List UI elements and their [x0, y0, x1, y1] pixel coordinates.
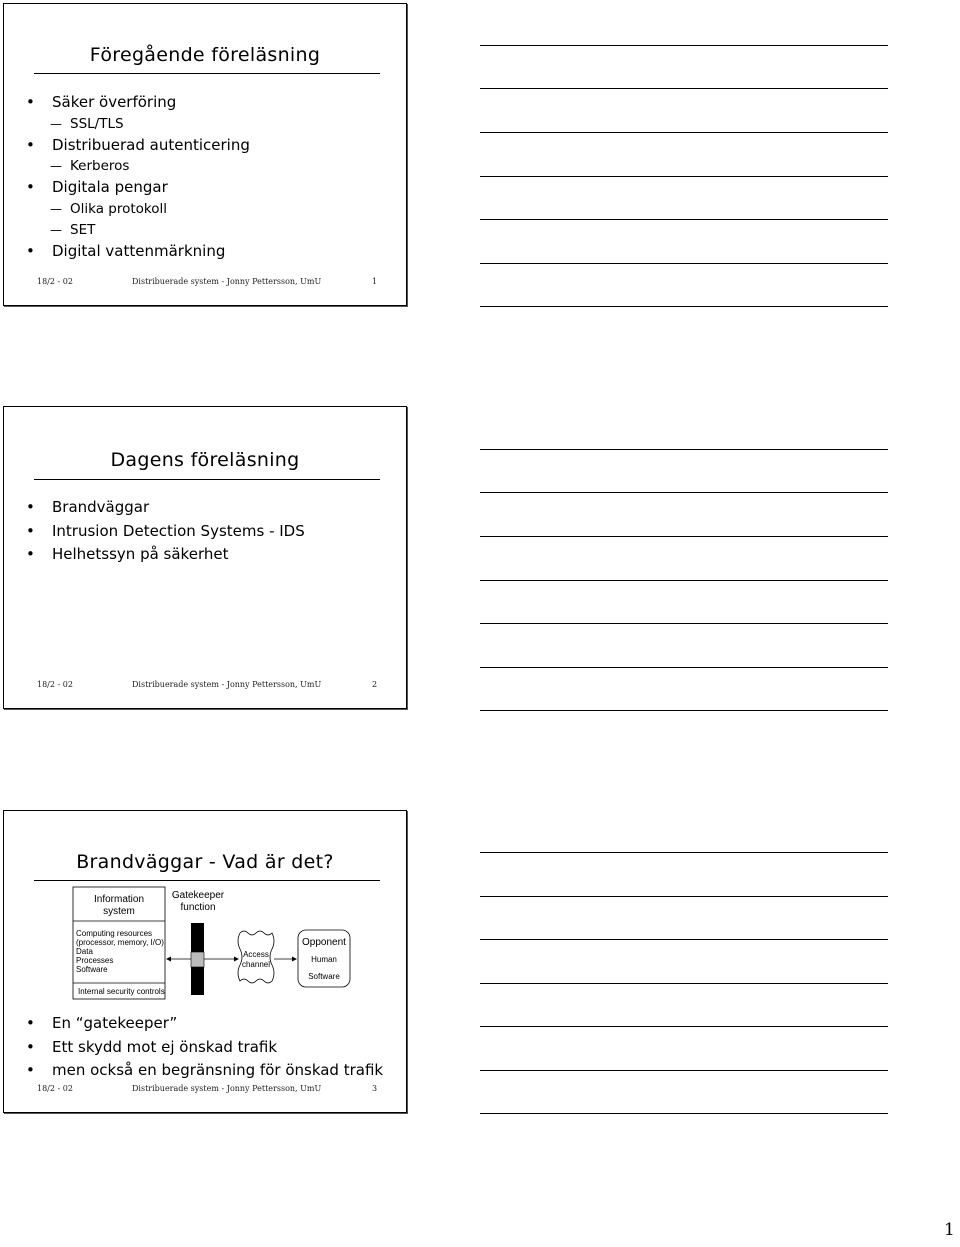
notes-line [480, 1113, 888, 1114]
notes-line [480, 219, 888, 220]
access-channel-label-2: channel [241, 960, 271, 969]
bullet-list [26, 92, 250, 262]
notes-line [480, 45, 888, 46]
bullet-item: • En “gatekeeper” [26, 1013, 383, 1035]
notes-line [480, 1026, 888, 1027]
notes-line [480, 667, 888, 668]
resource-line: (processor, memory, I/O) [76, 938, 164, 947]
info-system-title-1: Information [93, 894, 145, 905]
bullet-item: • Digitala pengar [26, 177, 250, 199]
footer-slide-number: 2 [372, 680, 378, 689]
opponent-software: Software [308, 972, 340, 981]
access-channel-label-1: Access [243, 950, 269, 959]
resource-line: Software [76, 965, 108, 974]
bullet-list [26, 1013, 383, 1082]
notes-line [480, 132, 888, 133]
title-rule [34, 479, 380, 480]
bullet-item: • men också en begränsning för önskad trafik [26, 1060, 383, 1082]
notes-line [480, 852, 888, 853]
footer-date: 18/2 - 02 [37, 1084, 73, 1093]
notes-line [480, 492, 888, 493]
slide-3 [3, 810, 407, 1113]
bullet-item: • Digital vattenmärkning [26, 241, 250, 263]
title-rule [34, 73, 380, 74]
sub-bullet-item: — SSL/TLS [26, 114, 250, 135]
notes-line [480, 176, 888, 177]
notes-line [480, 623, 888, 624]
footer-date: 18/2 - 02 [37, 680, 73, 689]
resource-line: Computing resources [76, 929, 153, 938]
arrow-head-right [234, 957, 239, 962]
sub-bullet-item: — Olika protokoll [26, 199, 250, 220]
notes-line [480, 88, 888, 89]
resource-line: Processes [76, 956, 114, 965]
footer-slide-number: 3 [372, 1084, 378, 1093]
notes-line [480, 896, 888, 897]
gatekeeper-label-1: Gatekeeper [171, 890, 225, 901]
notes-line [480, 1070, 888, 1071]
gatekeeper-label-2: function [180, 902, 216, 913]
slide-footer [4, 277, 406, 291]
sub-bullet-item: — SET [26, 220, 250, 241]
opponent-label: Opponent [302, 937, 346, 948]
slide-2 [3, 406, 407, 709]
notes-line [480, 306, 888, 307]
slide-title: Brandväggar - Vad är det? [76, 851, 334, 873]
slide-title: Dagens föreläsning [110, 449, 300, 471]
bullet-item: • Säker överföring [26, 92, 250, 114]
bullet-list [26, 497, 305, 566]
bullet-item: • Ett skydd mot ej önskad trafik [26, 1037, 383, 1059]
footer-date: 18/2 - 02 [37, 277, 73, 286]
notes-line [480, 983, 888, 984]
notes-line [480, 939, 888, 940]
page-number: 1 [944, 1220, 955, 1240]
footer-author: Distribuerade system - Jonny Pettersson, UmU [132, 680, 322, 689]
slide-1 [3, 3, 407, 306]
footer-slide-number: 1 [372, 277, 378, 286]
arrow-head-left [166, 957, 171, 962]
notes-line [480, 449, 888, 450]
notes-line [480, 710, 888, 711]
slide-footer [4, 680, 406, 694]
footer-author: Distribuerade system - Jonny Pettersson, UmU [132, 277, 322, 286]
bullet-item: • Helhetssyn på säkerhet [26, 544, 305, 566]
bullet-item: • Intrusion Detection Systems - IDS [26, 521, 305, 543]
info-system-title-2: system [103, 906, 135, 917]
bullet-item: • Distribuerad autenticering [26, 135, 250, 157]
gatekeeper-gap [191, 952, 204, 967]
resource-line: Data [76, 947, 93, 956]
notes-line [480, 536, 888, 537]
slide-footer [4, 1084, 406, 1098]
opponent-human: Human [311, 955, 337, 964]
notes-line [480, 580, 888, 581]
footer-author: Distribuerade system - Jonny Pettersson, UmU [132, 1084, 322, 1093]
sub-bullet-item: — Kerberos [26, 156, 250, 177]
slide-title: Föregående föreläsning [89, 44, 321, 66]
bullet-item: • Brandväggar [26, 497, 305, 519]
notes-line [480, 263, 888, 264]
internal-security-controls: Internal security controls [78, 987, 165, 996]
arrow-head-right [292, 957, 297, 962]
